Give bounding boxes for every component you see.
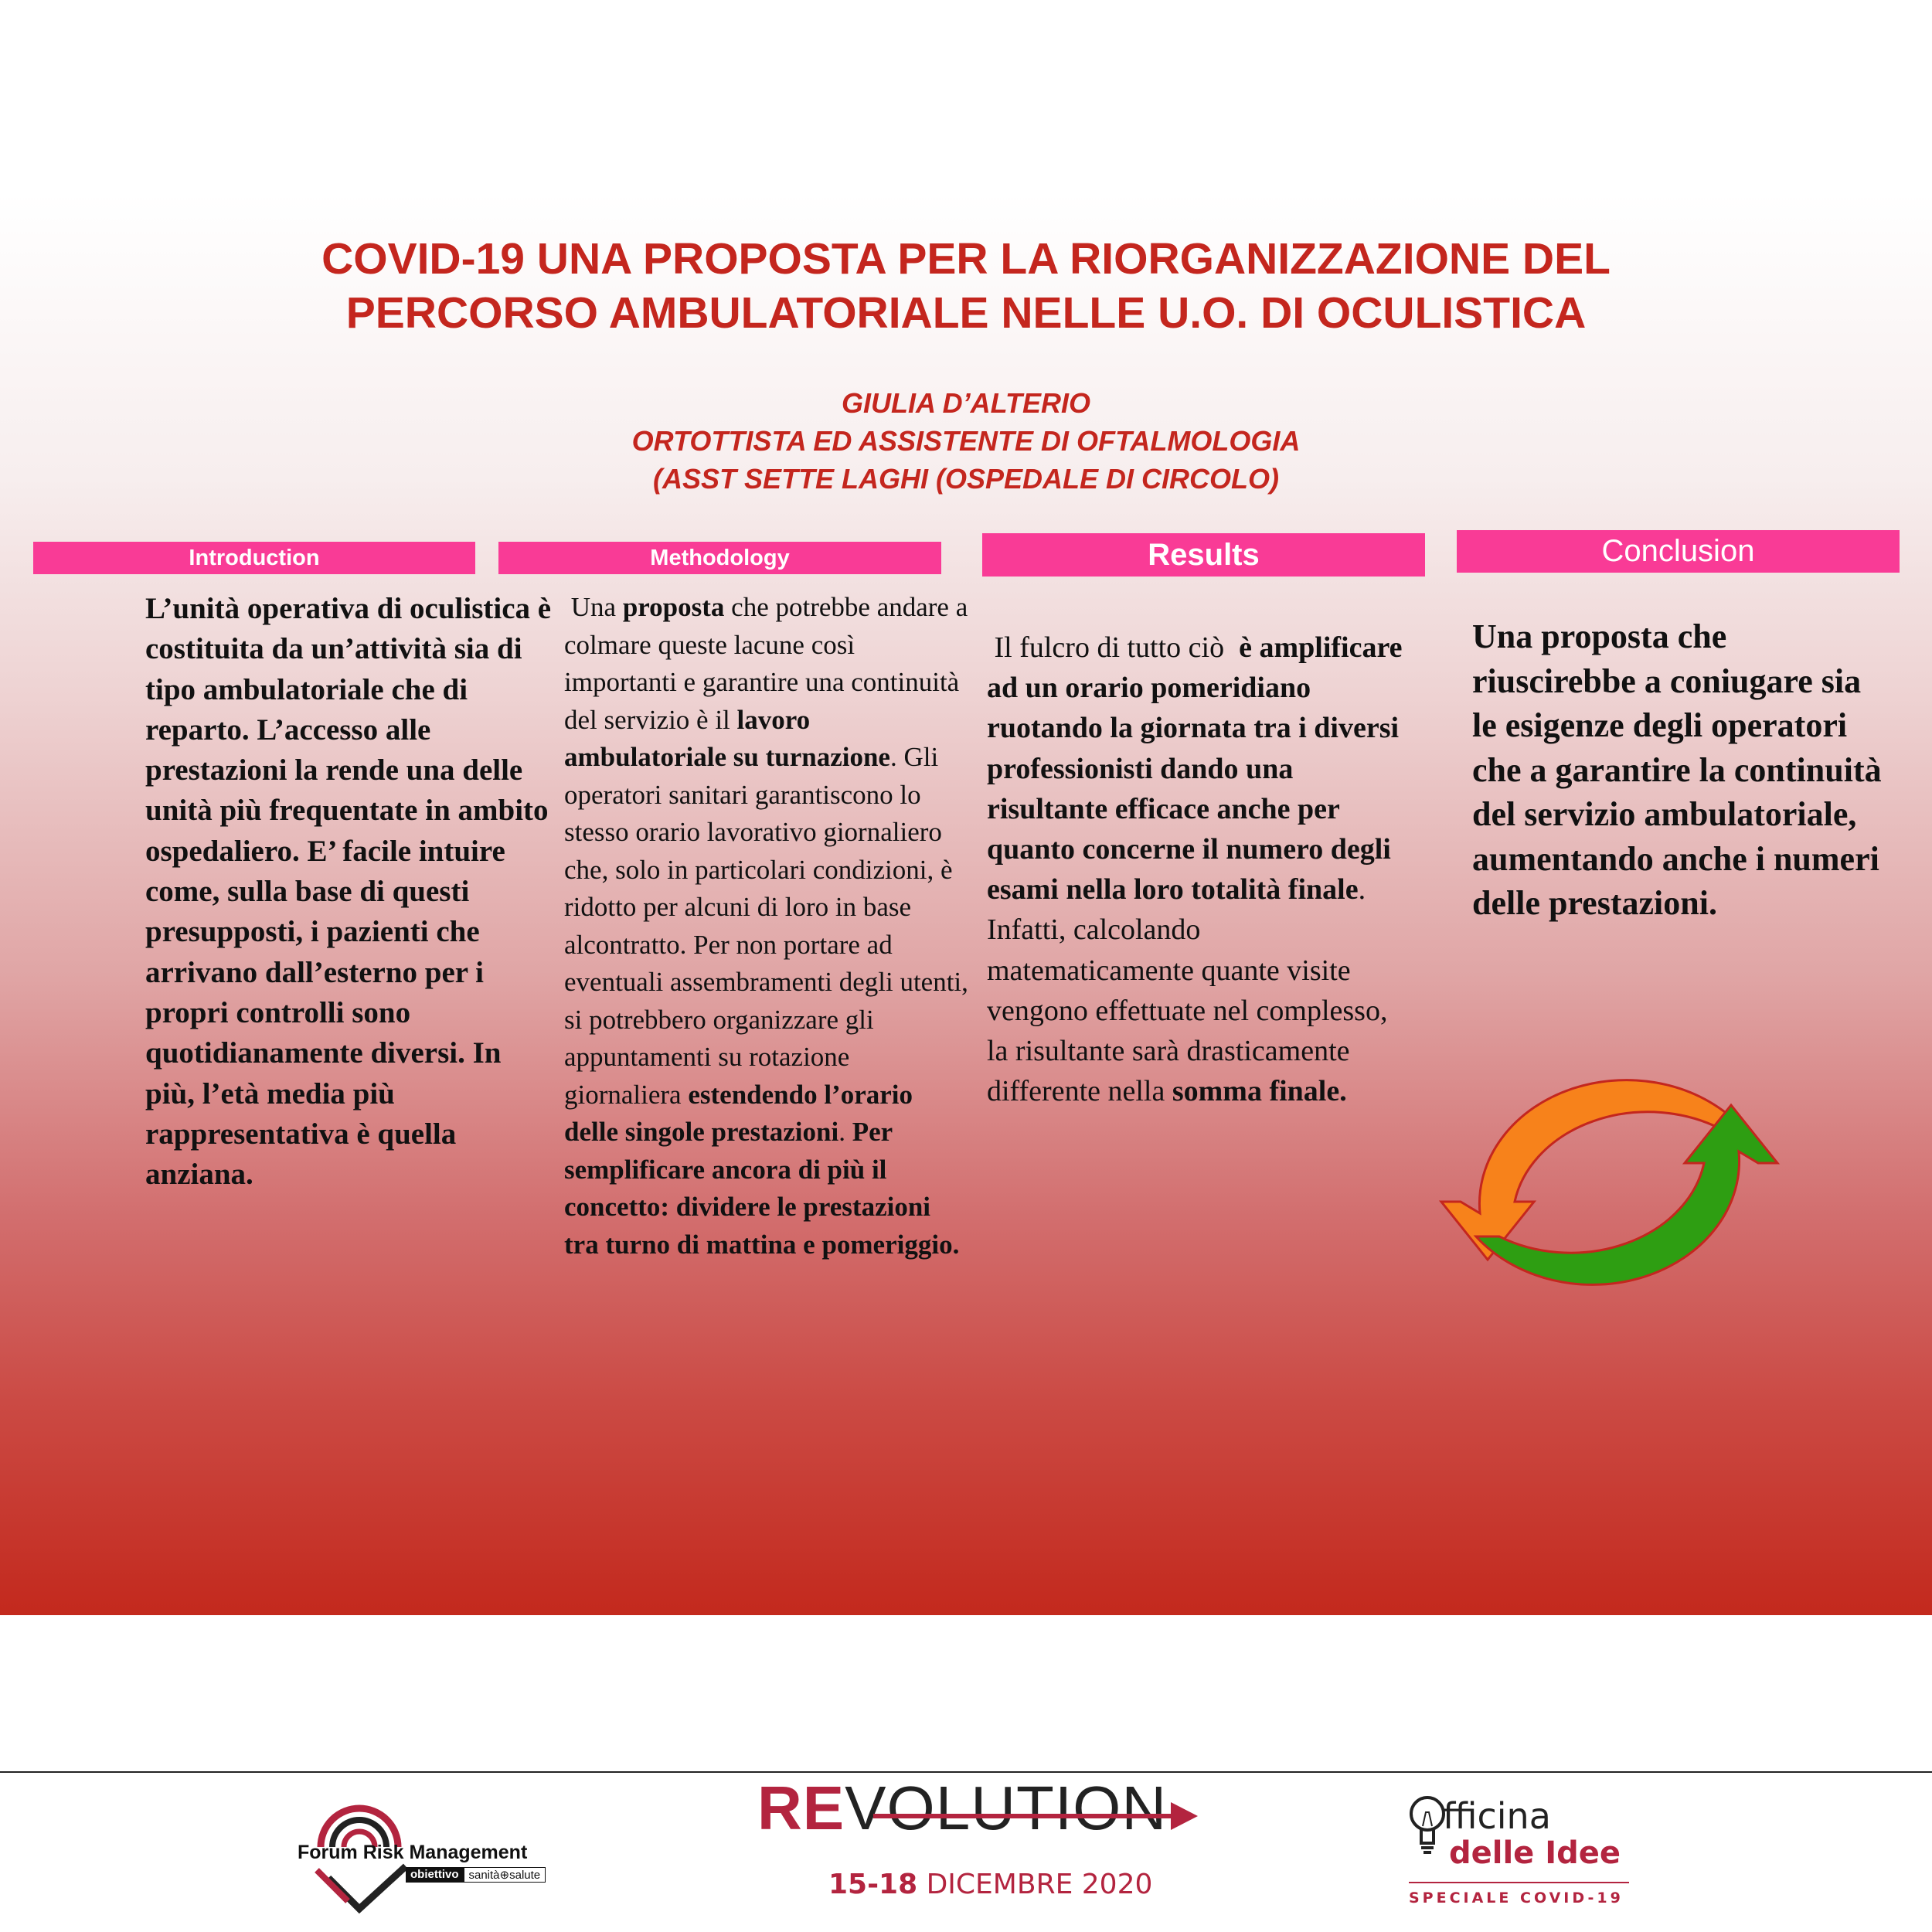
author-name: GIULIA D’ALTERIO <box>842 387 1090 419</box>
results-bold-2: somma finale. <box>1172 1075 1347 1108</box>
lightbulb-icon <box>1409 1795 1446 1857</box>
officina-subtitle: delle Idee <box>1449 1835 1621 1871</box>
results-text-2: . Infatti, calcolando matematicamente quante visite vengono effettuate nel complesso, la risultante sarà drasticamente differente nella <box>987 873 1388 1108</box>
title-line-1: COVID-19 UNA PROPOSTA PER LA RIORGANIZZAZIONE DEL <box>321 234 1611 284</box>
results-bold-1: è amplificare ad un orario pomeridiano ruotando la giornata tra i diversi professionisti dando una risultante efficace anche per quanto concerne il numero degli esami nella loro totalità finale <box>987 631 1403 906</box>
methodology-bold-3: estendendo l’orario delle singole prestazioni <box>564 1079 913 1147</box>
officina-word: fficina <box>1443 1795 1551 1837</box>
methodology-text-3: . Gli operatori sanitari garantiscono lo stesso orario lavorativo giornaliero che, solo in particolari condizioni, è ridotto per alcuni di loro in base alcontratto. Per non portare ad eventuali assembramenti degli utenti, si potrebbero organizzare gli appuntamenti su rotazione giornaliera <box>564 742 968 1110</box>
results-heading: Results <box>982 533 1425 577</box>
methodology-paragraph <box>564 589 970 1264</box>
results-text-1: Il fulcro di tutto ciò <box>987 631 1240 664</box>
officina-divider <box>1409 1882 1629 1883</box>
officina-delle-idee-logo <box>1403 1766 1650 1913</box>
frm-tag-1: obiettivo <box>406 1867 464 1883</box>
forum-risk-management-logo <box>298 1793 576 1920</box>
conclusion-text <box>1472 614 1889 926</box>
introduction-heading: Introduction <box>33 542 475 574</box>
methodology-text <box>564 589 970 1264</box>
methodology-text-2: che potrebbe andare a colmare queste lacune così importanti e garantire una continuità del servizio è il <box>564 592 968 735</box>
event-days: 15-18 <box>828 1869 918 1900</box>
methodology-text-4: . <box>838 1117 852 1147</box>
author-affiliation: (ASST SETTE LAGHI (OSPEDALE DI CIRCOLO) <box>652 463 1280 495</box>
title-line-2: PERCORSO AMBULATORIALE NELLE U.O. DI OCULISTICA <box>345 288 1587 338</box>
methodology-bold-4: Per semplificare ancora di più il concetto: dividere le prestazioni tra turno di mattina e pomeriggio. <box>564 1117 960 1260</box>
methodology-bold-2: lavoro ambulatoriale su turnazione <box>564 704 890 772</box>
conclusion-heading: Conclusion <box>1457 530 1900 573</box>
cycle-arrows-icon <box>1414 1020 1801 1329</box>
frm-tag-2: sanità⊕salute <box>464 1867 546 1883</box>
introduction-text <box>145 589 555 1195</box>
frm-tagline <box>406 1867 546 1883</box>
methodology-bold-1: proposta <box>622 592 725 622</box>
conclusion-paragraph: Una proposta che riuscirebbe a coniugare sia le esigenze degli operatori che a garantire la continuità del servizio ambulatoriale, aumentando anche i numeri delle prestazioni. <box>1472 617 1882 922</box>
frm-name: Forum Risk Management <box>298 1842 528 1863</box>
event-dates <box>828 1869 1152 1900</box>
revolution-rest: VOLUTION <box>845 1774 1168 1842</box>
introduction-paragraph: L’unità operativa di oculistica è costituita da un’attività sia di tipo ambulatoriale che di reparto. L’accesso alle prestazioni la rende una delle unità più frequentate in ambito ospedaliero. E’ facile intuire come, sulla base di questi presupposti, i pazienti che arrivano dall’esterno per i propri controlli sono quotidianamente diversi. In più, l’età media più rappresentativa è quella anziana. <box>145 592 552 1192</box>
author-block <box>270 384 1662 498</box>
event-month-year: DICEMBRE 2020 <box>917 1869 1153 1900</box>
revolution-logo <box>757 1762 1221 1917</box>
methodology-text-1: Una <box>564 592 623 622</box>
revolution-prefix: RE <box>757 1774 845 1842</box>
methodology-heading: Methodology <box>498 542 941 574</box>
results-paragraph <box>987 628 1404 1111</box>
officina-tagline: SPECIALE COVID-19 <box>1409 1889 1624 1906</box>
revolution-arrow-icon <box>873 1801 1198 1832</box>
results-text <box>987 628 1404 1111</box>
poster-title <box>116 232 1816 340</box>
author-role: ORTOTTISTA ED ASSISTENTE DI OFTALMOLOGIA <box>631 425 1301 457</box>
